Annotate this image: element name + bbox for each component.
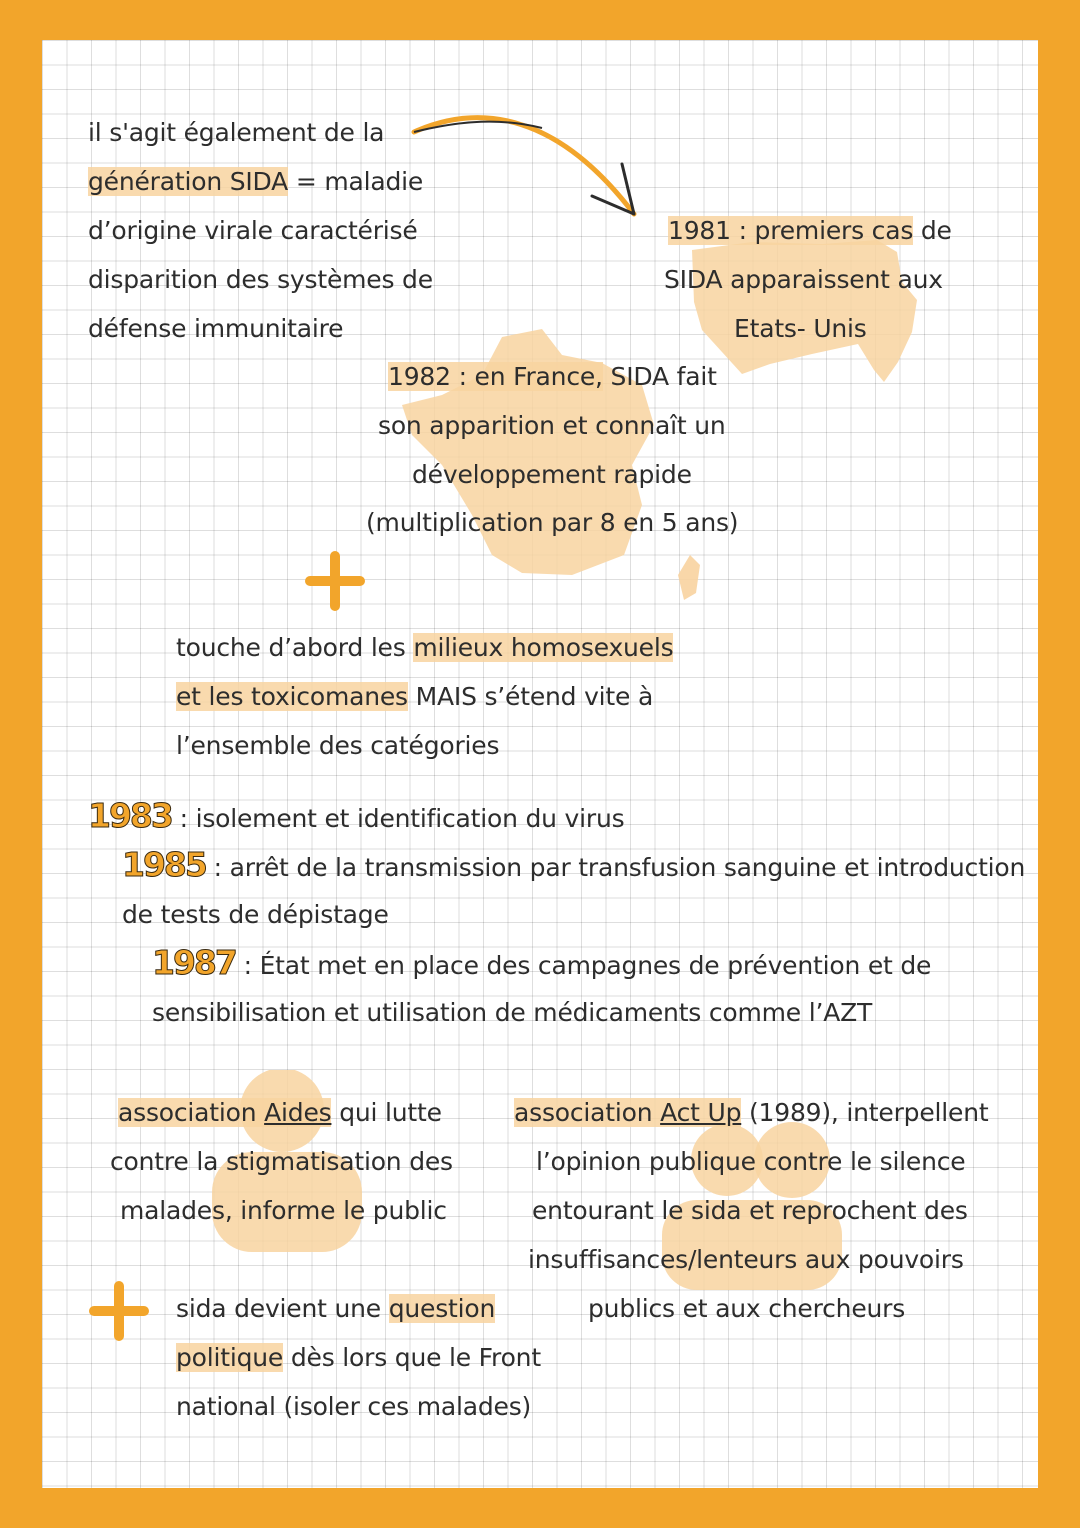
year-label: 1983 xyxy=(88,796,172,835)
grid-paper-sheet xyxy=(42,40,1038,1488)
timeline-1983: 1983 : isolement et identification du virus xyxy=(88,796,625,835)
highlight-term: question xyxy=(388,1294,496,1323)
intro-text-line: disparition des systèmes de xyxy=(88,265,433,294)
plus-icon xyxy=(88,1280,150,1342)
touch-text-line: touche d’abord les milieux homosexuels xyxy=(176,633,674,662)
aides-text-line: contre la stigmatisation des xyxy=(110,1147,453,1176)
intro-text-line: défense immunitaire xyxy=(88,314,344,343)
actup-text-line: l’opinion publique contre le silence xyxy=(536,1147,966,1176)
aides-text-line: malades, informe le public xyxy=(120,1196,447,1225)
france-text-line: (multiplication par 8 en 5 ans) xyxy=(366,508,739,537)
intro-text-line: il s'agit également de la xyxy=(88,118,385,147)
highlight-term: milieux homosexuels xyxy=(413,633,674,662)
france-text-line: son apparition et connaît un xyxy=(378,411,726,440)
intro-text-line: génération SIDA = maladie xyxy=(88,167,424,196)
usa-text-line: Etats- Unis xyxy=(734,314,867,343)
highlight-term: 1982 : en France, xyxy=(388,362,603,391)
highlight-term: et les toxicomanes xyxy=(176,682,408,711)
timeline-1987: 1987 : État met en place des campagnes de prévention et de xyxy=(152,943,932,982)
timeline-1985: 1985 : arrêt de la transmission par transfusion sanguine et introduction xyxy=(122,845,1026,884)
actup-text-line: association Act Up (1989), interpellent xyxy=(514,1098,989,1127)
touch-text-line: l’ensemble des catégories xyxy=(176,731,500,760)
intro-text-line: d’origine virale caractérisé xyxy=(88,216,418,245)
actup-text-line: insuffisances/lenteurs aux pouvoirs xyxy=(528,1245,964,1274)
politics-text-line: politique dès lors que le Front xyxy=(176,1343,541,1372)
aides-text-line: association Aides qui lutte xyxy=(118,1098,442,1127)
year-label: 1987 xyxy=(152,943,236,982)
politics-text-line: national (isoler ces malades) xyxy=(176,1392,532,1421)
timeline-1985-cont: de tests de dépistage xyxy=(122,900,389,929)
year-label: 1985 xyxy=(122,845,206,884)
arrow-icon xyxy=(402,106,642,226)
highlight-term: 1981 : premiers cas xyxy=(668,216,914,245)
usa-text-line: 1981 : premiers cas de xyxy=(668,216,952,245)
touch-text-line: et les toxicomanes MAIS s’étend vite à xyxy=(176,682,654,711)
actup-text-line: publics et aux chercheurs xyxy=(588,1294,906,1323)
highlight-term: génération SIDA xyxy=(88,167,289,196)
france-text-line: développement rapide xyxy=(412,460,692,489)
timeline-1987-cont: sensibilisation et utilisation de médicaments comme l’AZT xyxy=(152,998,873,1027)
association-name: Act Up xyxy=(660,1098,742,1127)
plus-icon xyxy=(304,550,366,612)
usa-text-line: SIDA apparaissent aux xyxy=(664,265,943,294)
highlight-term: politique xyxy=(176,1343,284,1372)
association-name: Aides xyxy=(264,1098,332,1127)
france-text-line: 1982 : en France, SIDA fait xyxy=(388,362,717,391)
politics-text-line: sida devient une question xyxy=(176,1294,496,1323)
actup-text-line: entourant le sida et reprochent des xyxy=(532,1196,968,1225)
